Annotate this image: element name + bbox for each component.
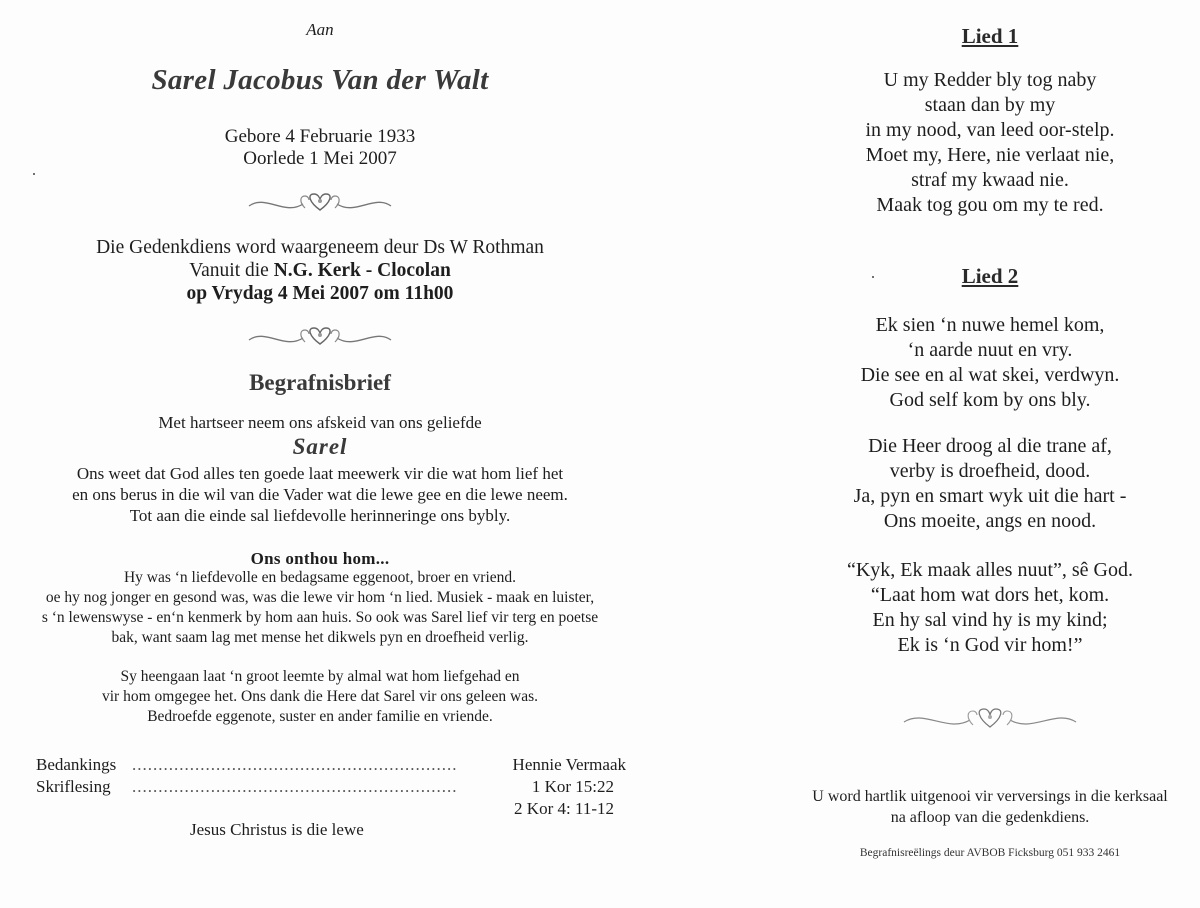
closing-line: Sy heengaan laat ‘n groot leemte by almal wat hom liefgehad en [120,668,520,685]
church-name: N.G. Kerk - Clocolan [273,260,451,281]
life-dates [0,126,640,170]
program-value: 1 Kor 15:22 [531,777,614,796]
remembrance-line: s ‘n lewenswyse - en‘n kenmerk by hom aan huis. So ook was Sarel lief vir terg en poetse [41,609,599,626]
verse-line: Ek is ‘n God vir hom!” [897,634,1083,656]
hymn-1-title: Lied 1 [961,24,1019,48]
verse-line: straf my kwaad nie. [911,169,1069,191]
verse-line: U my Redder bly tog naby [883,69,1097,91]
hymn-1-verse [780,68,1200,218]
verse-line: “Laat hom wat dors het, kom. [870,584,1110,606]
scroll-ornament-icon [780,703,1200,735]
program-leader-dots: .............................................................. [132,755,458,774]
funeral-letter-title: Begrafnisbrief [249,370,391,395]
tribute-line: Ons weet dat God alles ten goede laat meewerk vir die wat hom lief het [76,464,564,483]
scroll-ornament-icon [0,322,640,352]
invite-line: na afloop van die gedenkdiens. [890,809,1090,826]
invite-line: U word hartlik uitgenooi vir verversings in die kerksaal [812,788,1168,805]
hymn-2-verse-2 [780,434,1200,534]
addressee-label: Aan [306,20,334,39]
verse-line: staan dan by my [924,94,1056,116]
tribute-paragraph [0,463,640,526]
verse-line: Die Heer droog al die trane af, [868,435,1112,457]
verse-line: in my nood, van leed oor-stelp. [865,119,1115,141]
hymn-2-verse-3 [780,558,1200,658]
verse-line: Ja, pyn en smart wyk uit die hart - [853,485,1127,507]
service-datetime [0,282,640,305]
remembrance-heading: Ons onthou hom... [250,549,390,568]
born-date: Gebore 4 Februarie 1933 [224,126,416,147]
service-date: Vrydag 4 Mei 2007 om 11h00 [211,283,454,304]
verse-line: Maak tog gou om my te red. [876,194,1104,216]
verse-line: Ons moeite, angs en nood. [883,510,1097,532]
memorial-service-info [0,236,640,305]
verse-line: Ek sien ‘n nuwe hemel kom, [875,314,1105,336]
closing-paragraph [0,667,640,727]
service-venue [0,259,640,282]
undertaker-credit: Begrafnisreëlings deur AVBOB Ficksburg 051 933 2461 [859,847,1121,859]
deceased-full-name: Sarel Jacobus Van der Walt [151,64,489,96]
scroll-ornament-icon [0,188,640,218]
program-label: Skriflesing [36,777,111,796]
venue-prefix: Vanuit die [189,260,274,281]
refreshments-invitation [780,786,1200,828]
verse-line: verby is droefheid, dood. [889,460,1091,482]
remembrance-line: Hy was ‘n liefdevolle en bedagsame eggenoot, broer en vriend. [123,569,517,586]
died-date: Oorlede 1 Mei 2007 [243,148,397,169]
program-value: 2 Kor 4: 11-12 [514,799,614,818]
scan-speck [33,173,35,175]
closing-line: vir hom omgegee het. Ons dank die Here dat Sarel vir ons geleen was. [101,688,539,705]
verse-line: God self kom by ons bly. [889,389,1091,411]
hymn-2-title: Lied 2 [961,264,1019,288]
verse-line: ‘n aarde nuut en vry. [907,339,1073,361]
program-label: Bedankings [36,755,117,774]
datetime-prefix: op [186,283,212,304]
tribute-line: Tot aan die einde sal liefdevolle herinneringe ons bybly. [129,506,511,525]
program-leader-dots: .............................................................. [132,777,458,796]
hymn-2-verse-1 [780,313,1200,413]
right-page [780,0,1200,908]
tribute-line: en ons berus in die wil van die Vader wat die lewe gee en die lewe neem. [72,485,568,504]
service-officiant: Die Gedenkdiens word waargeneem deur Ds W Rothman [96,237,544,258]
verse-line: Die see en al wat skei, verdwyn. [860,364,1120,386]
verse-line: “Kyk, Ek maak alles nuut”, sê God. [846,559,1134,581]
remembrance-line: bak, want saam lag met mense het dikwels pyn en droefheid verlig. [111,629,529,646]
deceased-first-name: Sarel [292,434,348,459]
footer-line: Jesus Christus is die lewe [190,820,364,839]
farewell-intro: Met hartseer neem ons afskeid van ons geliefde [158,413,482,432]
closing-line: Bedroefde eggenote, suster en ander familie en vriende. [147,708,493,725]
program-value: Hennie Vermaak [512,755,626,774]
verse-line: Moet my, Here, nie verlaat nie, [865,144,1115,166]
remembrance-paragraph [0,568,640,648]
remembrance-line: oe hy nog jonger en gesond was, was die lewe vir hom ‘n lied. Musiek - maak en luister, [45,589,595,606]
verse-line: En hy sal vind hy is my kind; [872,609,1108,631]
